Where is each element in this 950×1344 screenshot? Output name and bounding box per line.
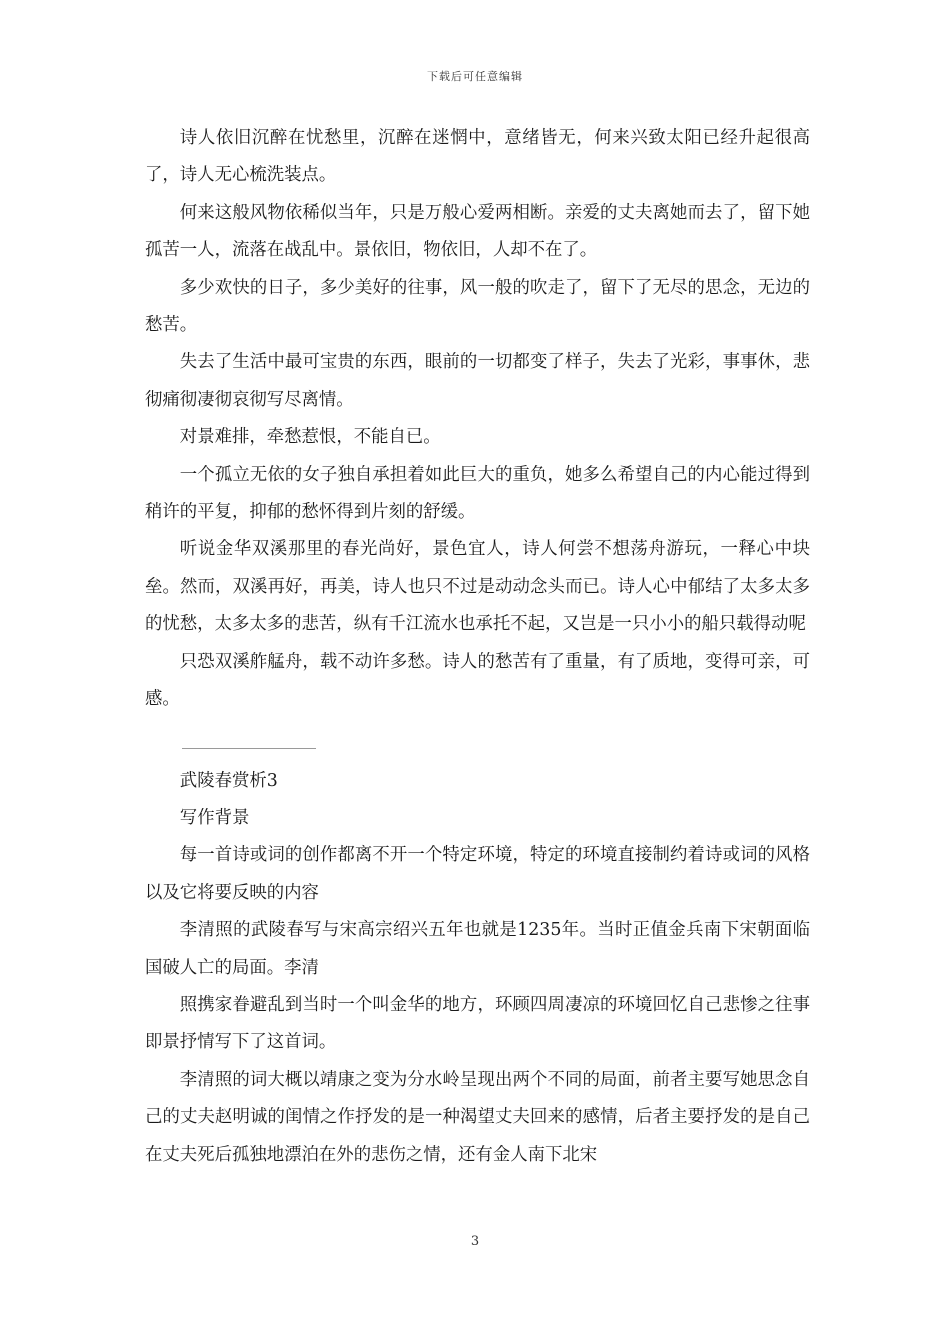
- paragraph: 何来这般风物依稀似当年，只是万般心爱两相断。亲爱的丈夫离她而去了，留下她孤苦一人，流落在战乱中。景依旧，物依旧，人却不在了。: [145, 202, 810, 261]
- paragraph: 每一首诗或词的创作都离不开一个特定环境，特定的环境直接制约着诗或词的风格以及它将要反映的内容: [145, 845, 810, 903]
- section-divider: [182, 748, 316, 749]
- paragraph: 失去了生活中最可宝贵的东西，眼前的一切都变了样子，失去了光彩，事事休，悲彻痛彻凄彻哀彻写尽离情。: [145, 352, 810, 410]
- paragraph: 李清照的词大概以靖康之变为分水岭呈现出两个不同的局面，前者主要写她思念自己的丈夫赵明诚的闺情之作抒发的是一种渴望丈夫回来的感情，后者主要抒发的是自己在丈夫死后孤独地漂泊在外的悲伤之情，还有金人南下北宋: [145, 1069, 810, 1165]
- paragraph: 对景难排，牵愁惹恨，不能自已。: [179, 427, 441, 448]
- paragraph: 一个孤立无依的女子独自承担着如此巨大的重负，她多么希望自己的内心能过得到稍许的平复，抑郁的愁怀得到片刻的舒缓。: [145, 464, 810, 523]
- paragraph: 听说金华双溪那里的春光尚好，景色宜人，诗人何尝不想荡舟游玩，一释心中块垒。然而，双溪再好，再美，诗人也只不过是动动念头而已。诗人心中郁结了太多太多的忧愁，太多太多的悲苦，纵有千江流水也承托不起，又岂是一只小小的船只载得动呢: [145, 539, 810, 635]
- section-title: 武陵春赏析3: [179, 770, 278, 791]
- paragraph: 诗人依旧沉醉在忧愁里，沉醉在迷惘中，意绪皆无，何来兴致太阳已经升起很高了，诗人无心梳洗装点。: [145, 128, 810, 186]
- paragraph: 只恐双溪舴艋舟，载不动许多愁。诗人的愁苦有了重量，有了质地，变得可亲，可感。: [145, 651, 810, 710]
- paragraph: 多少欢快的日子，多少美好的往事，风一般的吹走了，留下了无尽的思念，无边的愁苦。: [145, 277, 810, 336]
- document-body: [145, 120, 810, 1174]
- paragraph: 照携家眷避乱到当时一个叫金华的地方，环顾四周凄凉的环境回忆自己悲惨之往事即景抒情写下了这首词。: [145, 994, 810, 1053]
- page-header: 下载后可任意编辑: [427, 70, 523, 83]
- paragraph: 李清照的武陵春写与宋高宗绍兴五年也就是1235年。当时正值金兵南下宋朝面临国破人亡的局面。李清: [145, 920, 810, 978]
- section-subtitle: 写作背景: [179, 807, 250, 828]
- page-number: 3: [470, 1234, 480, 1249]
